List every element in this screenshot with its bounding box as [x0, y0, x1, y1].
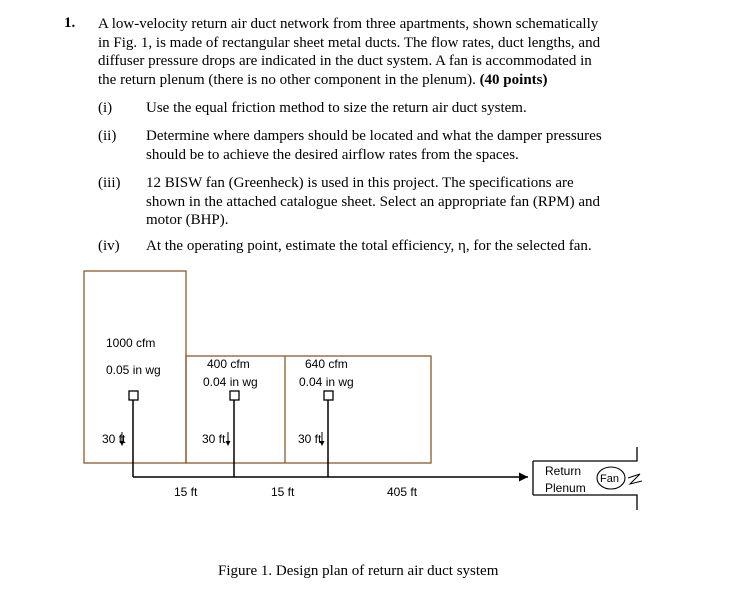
room-2-3-outline [186, 356, 431, 463]
sub-question-line: shown in the attached catalogue sheet. Select an appropriate fan (RPM) and [146, 193, 601, 210]
intro-line: diffuser pressure drops are indicated in the duct system. A fan is accommodated in [98, 53, 592, 69]
plenum-label-line1: Return [545, 464, 582, 478]
diffuser-2 [230, 391, 239, 400]
branch-1-length: 30 ft [102, 432, 126, 446]
fan-label: Fan [600, 473, 619, 485]
segment-3-length: 405 ft [387, 485, 418, 499]
roman-numeral: (iii) [98, 175, 121, 191]
roman-numeral: (ii) [98, 128, 117, 144]
intro-line-text: the return plenum (there is no other component in the plenum). [98, 71, 476, 88]
roman-numeral: (i) [98, 100, 113, 116]
branch-2-length: 30 ft [202, 432, 226, 446]
intro-line: A low-velocity return air duct network from three apartments, shown schematically [98, 16, 599, 32]
branch-3-length: 30 ft [298, 432, 322, 446]
segment-2-length: 15 ft [271, 485, 295, 499]
room-2-flow: 400 cfm [207, 357, 250, 371]
sub-question-line: Use the equal friction method to size the return air duct system. [146, 100, 527, 116]
diffuser-3 [324, 391, 333, 400]
sub-question-line: Determine where dampers should be located and what the damper pressures [146, 128, 602, 144]
fan-motor-symbol-icon [628, 474, 642, 484]
points-label: (40 points) [479, 71, 548, 88]
room-2-pressure: 0.04 in wg [203, 375, 258, 389]
intro-line: in Fig. 1, is made of rectangular sheet metal ducts. The flow rates, duct lengths, and [98, 34, 601, 51]
plenum-label-line2: Plenum [545, 481, 586, 495]
problem-number: 1. [64, 15, 76, 31]
plenum-top [533, 447, 637, 461]
roman-numeral: (iv) [98, 238, 120, 254]
sub-question-line: should be to achieve the desired airflow rates from the spaces. [146, 146, 519, 163]
room-3-flow: 640 cfm [305, 357, 348, 371]
figure-caption: Figure 1. Design plan of return air duct system [218, 563, 499, 579]
room-3-pressure: 0.04 in wg [299, 375, 354, 389]
room-1-pressure: 0.05 in wg [106, 363, 161, 377]
sub-question-line: At the operating point, estimate the total efficiency, η, for the selected fan. [146, 238, 592, 254]
diffuser-1 [129, 391, 138, 400]
plenum-bottom [533, 495, 637, 510]
room-1-flow: 1000 cfm [106, 336, 156, 350]
sub-question-line: 12 BISW fan (Greenheck) is used in this project. The specifications are [146, 175, 574, 191]
segment-1-length: 15 ft [174, 485, 198, 499]
sub-question-line: motor (BHP). [146, 212, 229, 228]
